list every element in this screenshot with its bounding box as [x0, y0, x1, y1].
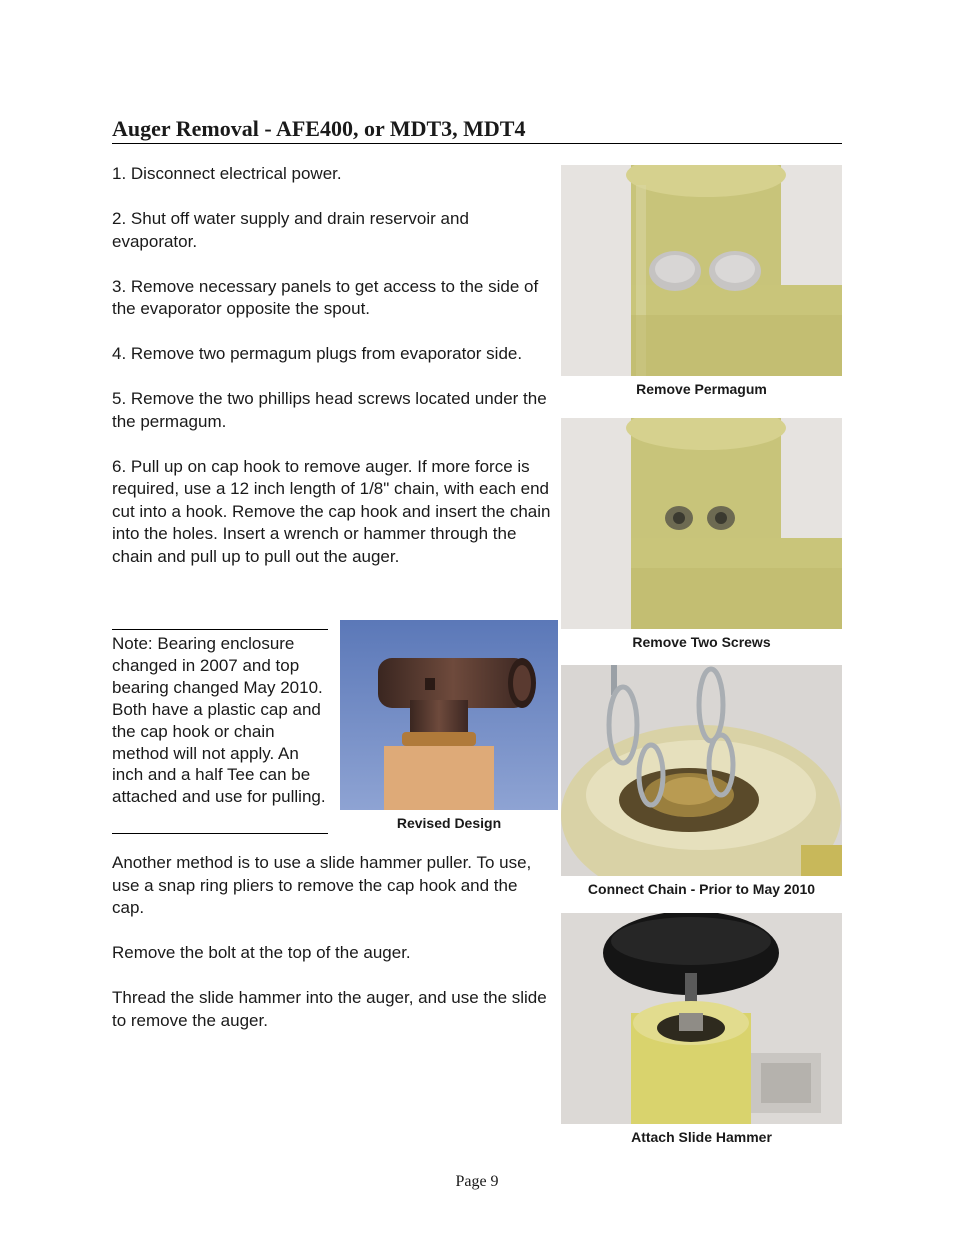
page-number: Page 9 — [455, 1173, 499, 1190]
step-3: 3. Remove necessary panels to get access to the side of the evaporator opposite the spout. — [112, 276, 539, 318]
revised-design-photo — [340, 620, 558, 810]
slide-hammer-caption: Attach Slide Hammer — [631, 1129, 772, 1145]
page-title: Auger Removal - AFE400, or MDT3, MDT4 — [112, 116, 842, 144]
step-4: 4. Remove two permagum plugs from evaporator side. — [112, 344, 523, 363]
bearing-note: Note: Bearing enclosure changed in 2007 and top bearing changed May 2010. Both have a plastic cap and the cap hook or chain method will not apply. An inch and a half Tee can be attached and use for pulling. — [112, 629, 328, 834]
step-1: 1. Disconnect electrical power. — [112, 164, 342, 183]
permagum-photo — [561, 165, 842, 376]
two-screws-caption: Remove Two Screws — [632, 634, 771, 650]
steps-list — [112, 163, 552, 591]
connect-chain-caption: Connect Chain - Prior to May 2010 — [587, 881, 816, 897]
step-5: 5. Remove the two phillips head screws located under the the permagum. — [112, 389, 547, 431]
step-2: 2. Shut off water supply and drain reservoir and evaporator. — [112, 209, 469, 251]
lower-paragraph-2: Remove the bolt at the top of the auger. — [112, 943, 411, 962]
lower-paragraph-1: Another method is to use a slide hammer puller. To use, use a snap ring pliers to remove the cap hook and the cap. — [112, 853, 532, 917]
slide-hammer-instructions — [112, 852, 552, 1055]
lower-paragraph-3: Thread the slide hammer into the auger, and use the slide to remove the auger. — [112, 988, 547, 1030]
connect-chain-photo — [561, 665, 842, 876]
slide-hammer-photo — [561, 913, 842, 1124]
permagum-caption: Remove Permagum — [636, 381, 767, 397]
two-screws-photo — [561, 418, 842, 629]
revised-design-caption: Revised Design — [396, 815, 502, 831]
step-6: 6. Pull up on cap hook to remove auger. If more force is required, use a 12 inch length of 1/8" chain, with each end cut into a hook. Remove the cap hook and insert the chain into the holes. Insert a wrench or hammer through the chain and pull up to pull out the auger. — [112, 456, 551, 566]
